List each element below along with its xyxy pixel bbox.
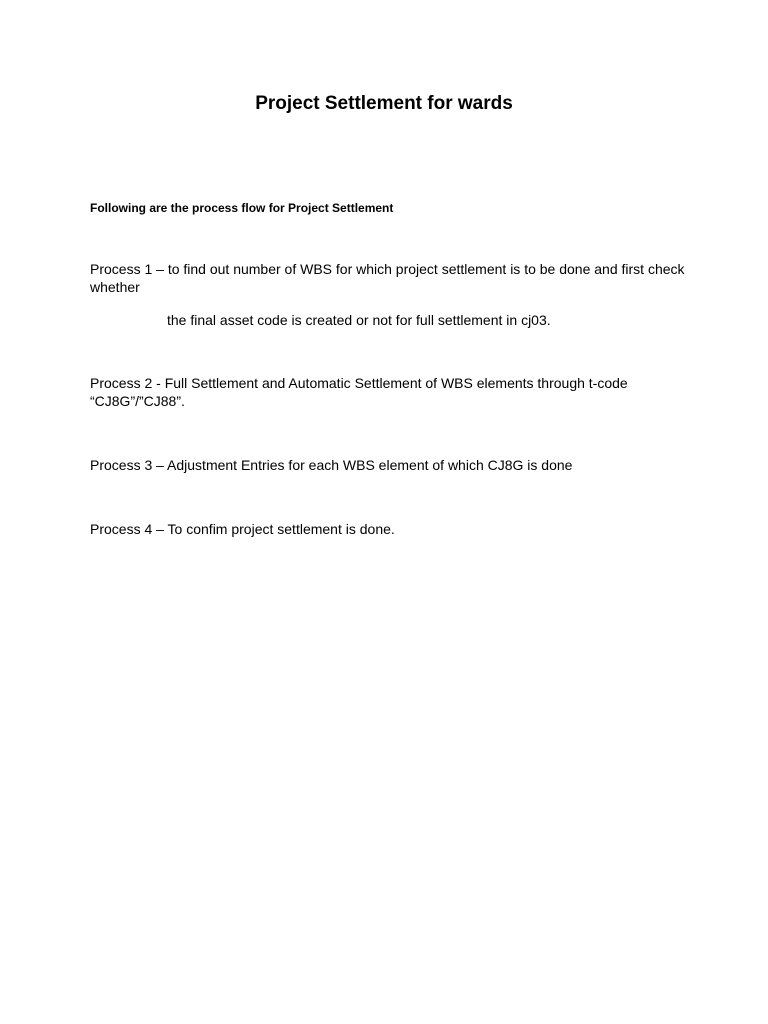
process-3-text: Process 3 – Adjustment Entries for each WBS element of which CJ8G is done <box>90 457 573 473</box>
process-1-text: Process 1 – to find out number of WBS for which project settlement is to be done and first check whether <box>90 261 685 295</box>
intro-heading: Following are the process flow for Project Settlement <box>90 201 394 215</box>
process-1-continuation: the final asset code is created or not for full settlement in cj03. <box>167 312 551 328</box>
document-title: Project Settlement for wards <box>255 93 513 114</box>
process-2-text: Process 2 - Full Settlement and Automatic Settlement of WBS elements through t-code “CJ8G”/”CJ88”. <box>90 375 628 409</box>
process-4-text: Process 4 – To confim project settlement is done. <box>90 521 395 537</box>
